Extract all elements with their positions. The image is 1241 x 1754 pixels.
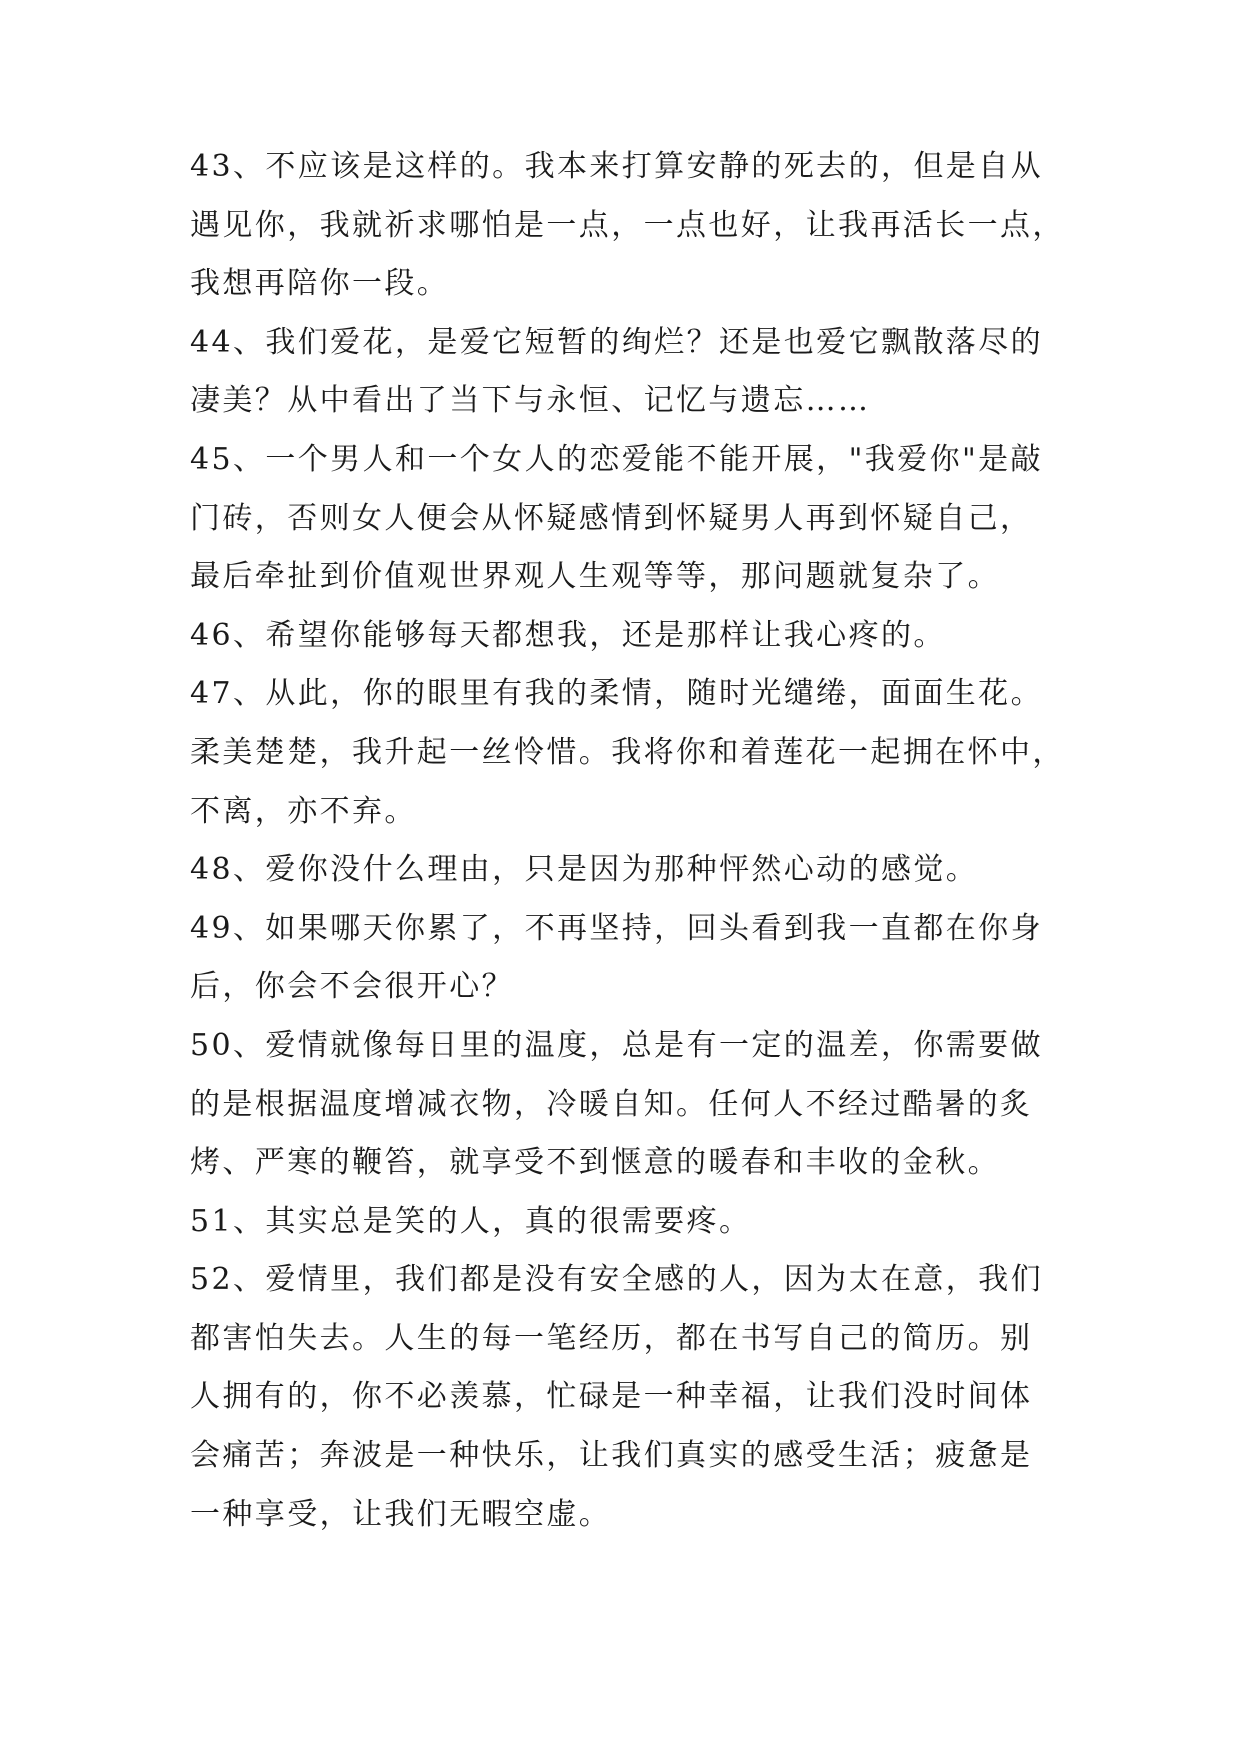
- document-body: [190, 138, 1070, 1544]
- text-line: 遇见你，我就祈求哪怕是一点，一点也好，让我再活长一点，: [190, 207, 1065, 243]
- text-line: 43、不应该是这样的。我本来打算安静的死去的，但是自从: [190, 149, 1043, 184]
- text-line: 凄美？从中看出了当下与永恒、记忆与遗忘……: [190, 383, 871, 419]
- text-line: 的是根据温度增减衣物，冷暖自知。任何人不经过酷暑的炙: [190, 1086, 1033, 1122]
- text-line: 47、从此，你的眼里有我的柔情，随时光缱绻，面面生花。: [190, 676, 1043, 712]
- text-line: 45、一个男人和一个女人的恋爱能不能开展，"我爱你"是敲: [190, 441, 1043, 477]
- text-line: 门砖，否则女人便会从怀疑感情到怀疑男人再到怀疑自己，: [190, 500, 1033, 536]
- text-line: 人拥有的，你不必羡慕，忙碌是一种幸福，让我们没时间体: [190, 1379, 1033, 1415]
- text-line: 后，你会不会很开心？: [190, 969, 514, 1005]
- text-line: 柔美楚楚，我升起一丝怜惜。我将你和着莲花一起拥在怀中，: [190, 734, 1065, 770]
- text-line: 48、爱你没什么理由，只是因为那种怦然心动的感觉。: [190, 852, 979, 888]
- text-line: 51、其实总是笑的人，真的很需要疼。: [190, 1203, 752, 1239]
- text-line: 一种享受，让我们无暇空虚。: [190, 1496, 612, 1532]
- text-line: 都害怕失去。人生的每一笔经历，都在书写自己的简历。别: [190, 1320, 1033, 1356]
- text-line: 最后牵扯到价值观世界观人生观等等，那问题就复杂了。: [190, 559, 1000, 595]
- text-line: 我想再陪你一段。: [190, 266, 450, 302]
- text-line: 44、我们爱花，是爱它短暂的绚烂？还是也爱它飘散落尽的: [190, 324, 1043, 360]
- text-line: 会痛苦；奔波是一种快乐，让我们真实的感受生活；疲惫是: [190, 1438, 1033, 1474]
- text-line: 50、爱情就像每日里的温度，总是有一定的温差，你需要做: [190, 1027, 1043, 1063]
- text-line: 46、希望你能够每天都想我，还是那样让我心疼的。: [190, 617, 946, 653]
- text-line: 不离，亦不弃。: [190, 793, 417, 829]
- text-line: 52、爱情里，我们都是没有安全感的人，因为太在意，我们: [190, 1262, 1043, 1298]
- text-line: 49、如果哪天你累了，不再坚持，回头看到我一直都在你身: [190, 910, 1043, 946]
- text-line: 烤、严寒的鞭笞，就享受不到惬意的暖春和丰收的金秋。: [190, 1145, 1000, 1181]
